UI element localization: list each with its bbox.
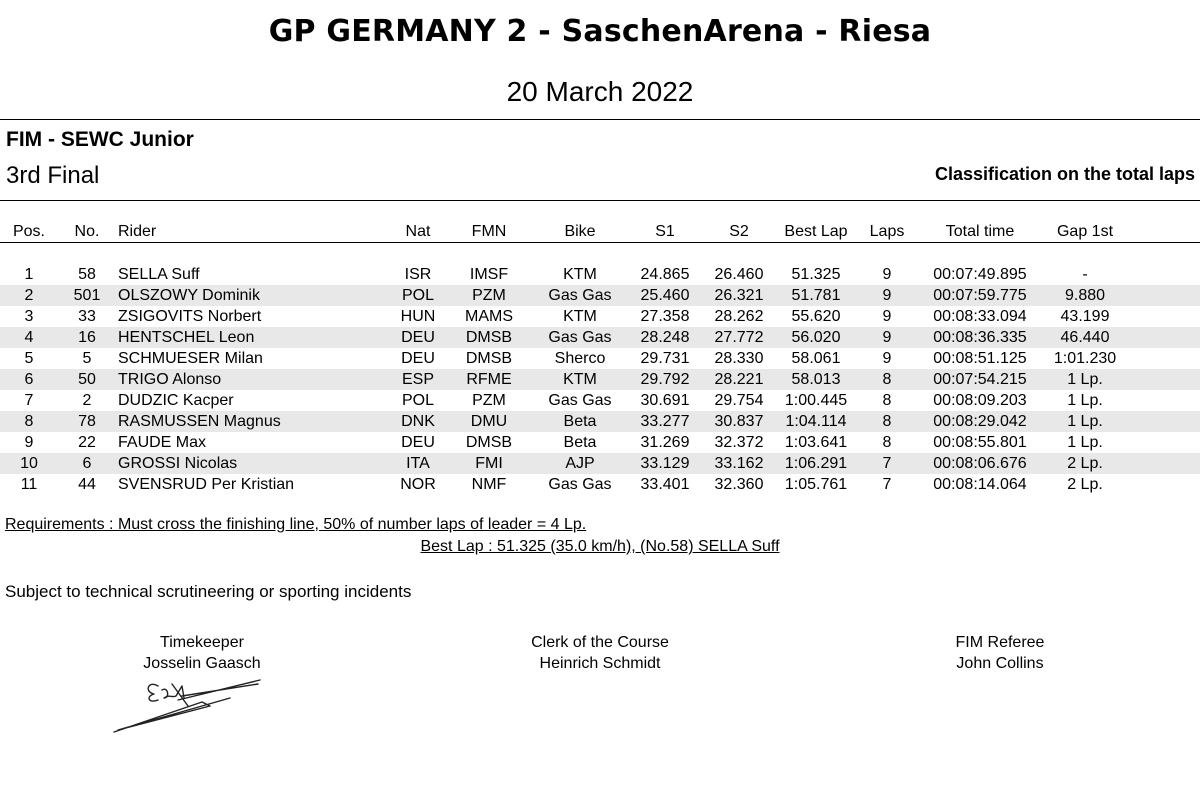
cell-s1: 29.731 [640,350,690,367]
cell-number: 6 [58,453,116,474]
handwritten-signature [110,672,270,742]
cell-filler [1128,411,1200,432]
cell-total-time: 00:08:29.042 [918,411,1042,432]
cell-fmn: MAMS [465,308,513,325]
cell-rider: SCHMUESER Milan [118,350,263,367]
cell-best-lap: 1:04.114 [776,411,856,432]
cell-total-time: 00:08:09.203 [933,392,1027,409]
cell-laps: 8 [882,434,892,451]
cell-best-lap: 1:03.641 [784,434,848,451]
cell-rider: ZSIGOVITS Norbert [118,308,262,325]
cell-filler [1128,390,1200,411]
cell-pos: 4 [0,327,58,348]
cell-total-time: 00:08:36.335 [918,327,1042,348]
cell-s1: 33.129 [628,453,702,474]
cell-s1: 27.358 [640,308,690,325]
cell-nat: ESP [390,369,446,390]
cell-fmn: DMSB [465,350,513,367]
clerk-role: Clerk of the Course [531,634,669,651]
cell-best-lap: 1:00.445 [784,392,848,409]
referee-signature-block [850,632,1150,674]
cell-nat: POL [390,285,446,306]
cell-filler [1128,327,1200,348]
cell-filler [1128,285,1200,306]
cell-pos: 2 [0,285,58,306]
cell-gap: 43.199 [1060,308,1110,325]
cell-s2: 28.221 [702,369,776,390]
cell-filler [1128,369,1200,390]
table-row [0,369,1200,390]
cell-s1: 31.269 [640,434,690,451]
cell-nat: NOR [400,476,436,493]
cell-filler [1128,474,1200,495]
cell-pos: 5 [24,350,34,367]
cell-total-time: 00:08:33.094 [933,308,1027,325]
cell-number: 16 [58,327,116,348]
cell-rider: GROSSI Nicolas [116,453,390,474]
cell-number: 2 [82,392,92,409]
cell-bike: Gas Gas [548,392,612,409]
cell-fmn: RFME [446,369,532,390]
cell-gap: - [1082,266,1088,283]
cell-bike: KTM [563,308,597,325]
timekeeper-name: Josselin Gaasch [143,655,261,672]
timekeeper-signature-block [52,632,352,674]
col-header-rider: Rider [118,223,157,240]
cell-gap: 1 Lp. [1067,392,1103,409]
cell-gap: 1:01.230 [1053,350,1117,367]
table-row [0,474,1200,495]
cell-s1: 29.792 [628,369,702,390]
results-table [0,222,1200,495]
cell-laps: 9 [882,350,892,367]
cell-filler [1128,432,1200,453]
cell-s2: 28.330 [714,350,764,367]
cell-number: 78 [58,411,116,432]
subject-note: Subject to technical scrutineering or sporting incidents [5,582,412,601]
cell-number: 33 [78,308,96,325]
cell-fmn: DMSB [465,434,513,451]
col-header-gap: Gap 1st [1056,223,1114,240]
cell-pos: 10 [0,453,58,474]
cell-laps: 9 [856,327,918,348]
header-rule [0,243,1200,265]
table-row [0,264,1200,285]
cell-gap: 2 Lp. [1042,453,1128,474]
cell-bike: Sherco [554,350,606,367]
cell-filler [1128,453,1200,474]
cell-nat: DEU [390,327,446,348]
cell-s2: 32.372 [714,434,764,451]
timekeeper-role: Timekeeper [160,634,244,651]
col-header-laps: Laps [869,223,905,240]
cell-s1: 33.277 [628,411,702,432]
cell-total-time: 00:08:14.064 [933,476,1027,493]
cell-s2: 28.262 [714,308,764,325]
cell-rider: FAUDE Max [118,434,207,451]
cell-s1: 33.401 [640,476,690,493]
cell-gap: 1 Lp. [1067,434,1103,451]
table-header-row [0,222,1200,243]
cell-pos: 11 [20,476,38,493]
cell-bike: Gas Gas [532,327,628,348]
race-label: 3rd Final [6,162,100,189]
table-row [0,432,1200,453]
cell-bike: Beta [532,411,628,432]
cell-gap: 46.440 [1042,327,1128,348]
cell-number: 58 [78,266,96,283]
cell-s2: 26.321 [702,285,776,306]
table-row [0,411,1200,432]
cell-total-time: 00:07:59.775 [918,285,1042,306]
cell-fmn: PZM [446,285,532,306]
table-row [0,327,1200,348]
cell-pos: 8 [0,411,58,432]
cell-pos: 9 [24,434,34,451]
col-header-no: No. [74,223,100,240]
cell-s2: 32.360 [714,476,764,493]
cell-s2: 33.162 [702,453,776,474]
cell-number: 44 [78,476,96,493]
cell-best-lap: 55.620 [791,308,841,325]
table-row [0,306,1200,327]
cell-filler [1128,306,1200,327]
cell-bike: Beta [563,434,597,451]
cell-nat: ITA [390,453,446,474]
cell-pos: 7 [24,392,34,409]
cell-fmn: PZM [472,392,506,409]
cell-best-lap: 51.325 [791,266,841,283]
cell-fmn: FMI [446,453,532,474]
results-body [0,243,1200,496]
cell-nat: ISR [404,266,432,283]
cell-s1: 25.460 [628,285,702,306]
cell-filler [1128,264,1200,285]
cell-number: 22 [78,434,96,451]
classification-label: Classification on the total laps [934,164,1195,184]
cell-number: 5 [82,350,92,367]
event-date: 20 March 2022 [506,76,694,107]
cell-filler [1128,348,1200,369]
col-header-best-lap: Best Lap [784,223,848,240]
cell-total-time: 00:08:06.676 [918,453,1042,474]
cell-s1: 28.248 [628,327,702,348]
clerk-signature-block [450,632,750,674]
cell-rider: DUDZIC Kacper [118,392,234,409]
cell-best-lap: 1:06.291 [776,453,856,474]
cell-nat: DEU [401,350,435,367]
cell-nat: POL [401,392,434,409]
cell-laps: 8 [882,392,892,409]
cell-laps: 7 [856,453,918,474]
category-label: FIM - SEWC Junior [6,128,194,151]
cell-s2: 29.754 [714,392,764,409]
cell-nat: DNK [390,411,446,432]
cell-rider: SELLA Suff [118,266,200,283]
cell-number: 501 [58,285,116,306]
cell-bike: Gas Gas [532,285,628,306]
cell-fmn: DMU [446,411,532,432]
cell-rider: SVENSRUD Per Kristian [118,476,295,493]
cell-laps: 7 [882,476,892,493]
cell-total-time: 00:08:55.801 [933,434,1027,451]
cell-total-time: 00:07:54.215 [918,369,1042,390]
table-row [0,390,1200,411]
cell-s2: 26.460 [714,266,764,283]
requirements-note: Requirements : Must cross the finishing line, 50% of number laps of leader = 4 Lp. [5,516,587,533]
cell-laps: 9 [882,266,892,283]
cell-pos: 6 [0,369,58,390]
cell-best-lap: 56.020 [776,327,856,348]
cell-best-lap: 51.781 [776,285,856,306]
cell-rider: HENTSCHEL Leon [116,327,390,348]
cell-s1: 30.691 [640,392,690,409]
best-lap-note: Best Lap : 51.325 (35.0 km/h), (No.58) SELLA Suff [420,538,780,555]
cell-bike: AJP [532,453,628,474]
cell-gap: 1 Lp. [1042,369,1128,390]
col-header-pos: Pos. [12,223,45,240]
cell-nat: HUN [400,308,436,325]
cell-laps: 8 [856,369,918,390]
col-header-total-time: Total time [945,223,1015,240]
referee-role: FIM Referee [955,634,1045,651]
col-header-nat: Nat [405,223,431,240]
cell-laps: 9 [882,308,892,325]
clerk-name: Heinrich Schmidt [539,655,661,672]
cell-gap: 2 Lp. [1067,476,1103,493]
cell-laps: 8 [856,411,918,432]
section-divider [0,200,1200,201]
cell-pos: 3 [24,308,34,325]
cell-laps: 9 [856,285,918,306]
col-header-s2: S2 [729,223,749,240]
cell-best-lap: 1:05.761 [784,476,848,493]
cell-fmn: DMSB [446,327,532,348]
cell-fmn: IMSF [469,266,509,283]
cell-number: 50 [58,369,116,390]
cell-rider: TRIGO Alonso [116,369,390,390]
cell-gap: 1 Lp. [1042,411,1128,432]
cell-total-time: 00:07:49.895 [933,266,1027,283]
cell-gap: 9.880 [1042,285,1128,306]
cell-nat: DEU [401,434,435,451]
cell-fmn: NMF [471,476,507,493]
cell-s1: 24.865 [640,266,690,283]
table-row [0,453,1200,474]
cell-bike: KTM [532,369,628,390]
cell-bike: KTM [563,266,597,283]
cell-s2: 30.837 [702,411,776,432]
table-row [0,285,1200,306]
header-divider [0,119,1200,120]
col-header-s1: S1 [655,223,675,240]
referee-name: John Collins [956,655,1044,672]
cell-rider: RASMUSSEN Magnus [116,411,390,432]
document-title: GP GERMANY 2 - SaschenArena - Riesa [268,14,932,49]
cell-rider: OLSZOWY Dominik [116,285,390,306]
cell-bike: Gas Gas [548,476,612,493]
cell-total-time: 00:08:51.125 [933,350,1027,367]
cell-s2: 27.772 [702,327,776,348]
cell-best-lap: 58.013 [776,369,856,390]
cell-pos: 1 [24,266,34,283]
col-header-fmn: FMN [471,223,507,240]
col-header-bike: Bike [564,223,596,240]
table-row [0,348,1200,369]
cell-best-lap: 58.061 [791,350,841,367]
